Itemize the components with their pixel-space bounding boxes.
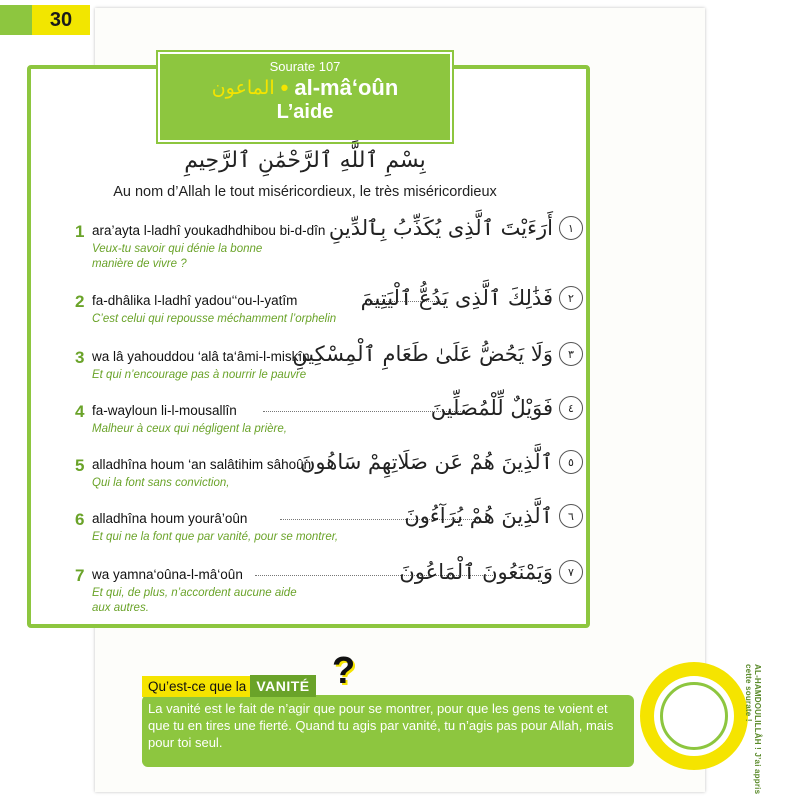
verse-arabic <box>329 216 583 240</box>
page-number: 30 <box>32 5 90 35</box>
vanite-question: Qu’est-ce que la <box>142 676 250 697</box>
verse-translation: C’est celui qui repousse méchamment l’orphelin <box>92 313 337 325</box>
bullet: • <box>280 75 289 100</box>
verse-number: 4 <box>75 402 85 421</box>
badge-text: AL-HAMDOULILLÂH ! J’ai appris cette sourate ! <box>744 664 762 795</box>
verse-number: 7 <box>75 566 85 585</box>
verse-arabic-text: وَيَمْنَعُونَ ٱلْمَاعُونَ <box>399 560 553 584</box>
verse-number: 3 <box>75 348 85 367</box>
verse-translation: Qui la font sans conviction, <box>92 477 230 489</box>
verse-translit: fa-dhâlika l-ladhî yadou‘‘ou-l-yatîm <box>92 293 298 308</box>
verse-number: 2 <box>75 292 85 311</box>
vanite-word: VANITÉ <box>250 675 315 697</box>
verse-arabic <box>399 560 583 584</box>
verse-arabic-text: ٱلَّذِينَ هُمْ عَن صَلَاتِهِمْ سَاهُونَ <box>299 450 553 474</box>
checkbox-circle-inner <box>660 682 728 750</box>
ayah-number: ٦ <box>559 504 583 528</box>
verse-arabic-text: وَلَا يَحُضُّ عَلَىٰ طَعَامِ ٱلْمِسْكِينِ <box>292 342 553 366</box>
verse-translit: alladhîna houm yourâ’oûn <box>92 511 248 526</box>
verse-number: 5 <box>75 456 85 475</box>
verse-arabic <box>404 504 583 528</box>
verse-arabic-text: ٱلَّذِينَ هُمْ يُرَآءُونَ <box>404 504 553 528</box>
ayah-number: ١ <box>559 216 583 240</box>
verse-arabic-text: أَرَءَيْتَ ٱلَّذِى يُكَذِّبُ بِٱلدِّينِ <box>328 216 553 240</box>
verse-translit: alladhîna houm ‘an salâtihim sâhoûn <box>92 457 312 472</box>
verse-arabic <box>361 286 583 310</box>
verse-translation: Et qui n’encourage pas à nourrir le pauvre <box>92 369 307 381</box>
surah-number: Sourate 107 <box>269 59 341 74</box>
question-mark-icon: ? <box>332 650 356 692</box>
surah-name-arabic: الماعون <box>211 77 275 99</box>
verse-translation: Et qui ne la font que par vanité, pour se montrer, <box>92 531 339 543</box>
verse-arabic <box>300 450 583 474</box>
verse-arabic-text: فَذَٰلِكَ ٱلَّذِى يَدُعُّ ٱلْيَتِيمَ <box>360 286 553 310</box>
verse-translit: wa lâ yahouddou ‘alâ ta‘âmi-l-miskîn <box>92 349 310 364</box>
verse-translation: Veux-tu savoir qui dénie la bonne manière de vivre ? <box>92 243 263 270</box>
verse-translit: wa yamna‘oûna-l-mâ‘oûn <box>92 567 243 582</box>
vanite-text: La vanité est le fait de n’agir que pour se montrer, pour que les gens te voient et que tu en tires une fierté. Quand tu agis par vanité, tu n’agis pas pour Allah, mais pour toi seul. <box>148 701 614 750</box>
ayah-number: ٢ <box>559 286 583 310</box>
verse-translation: Malheur à ceux qui négligent la prière, <box>92 423 287 435</box>
surah-title-box <box>158 52 452 142</box>
verse-arabic <box>431 396 583 420</box>
ayah-number: ٤ <box>559 396 583 420</box>
vanite-heading <box>142 670 316 702</box>
ayah-number: ٣ <box>559 342 583 366</box>
surah-name <box>160 75 450 101</box>
verse-translit: ara’ayta l-ladhî youkadhdhibou bi-d-dîn <box>92 223 326 238</box>
verse-translit: fa-wayloun li-l-mousallîn <box>92 403 237 418</box>
surah-name-translit: al-mâ‘oûn <box>294 75 399 100</box>
verse-number: 6 <box>75 510 85 529</box>
ayah-number: ٥ <box>559 450 583 474</box>
surah-name-french: L’aide <box>276 101 334 123</box>
basmala-arabic: بِسْمِ ٱللَّهِ ٱلرَّحْمَٰنِ ٱلرَّحِيمِ <box>184 148 426 173</box>
verse-arabic <box>292 342 583 366</box>
basmala-french: Au nom d’Allah le tout miséricordieux, le très miséricordieux <box>113 184 497 200</box>
verse-arabic-text: فَوَيْلٌ لِّلْمُصَلِّينَ <box>430 396 553 420</box>
verse-translation: Et qui, de plus, n’accordent aucune aide aux autres. <box>92 587 297 614</box>
verse-number: 1 <box>75 222 85 241</box>
ayah-number: ٧ <box>559 560 583 584</box>
